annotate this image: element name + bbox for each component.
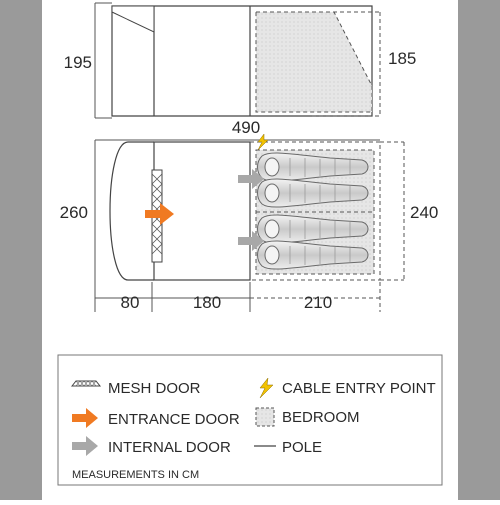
legend-footnote: MEASUREMENTS IN CM — [72, 469, 200, 481]
legend-entrance-door: ENTRANCE DOOR — [108, 411, 240, 428]
floorplan-svg — [42, 0, 458, 500]
legend-internal-door: INTERNAL DOOR — [108, 439, 231, 456]
floor-plan — [60, 134, 439, 312]
label-living-depth: 180 — [192, 293, 222, 312]
legend-pole: POLE — [282, 439, 323, 456]
legend-cable-entry: CABLE ENTRY POINT — [282, 380, 436, 397]
dim-line-left-height — [95, 3, 112, 118]
left-margin-bar — [0, 0, 42, 500]
label-bedroom-width: 240 — [410, 203, 439, 222]
dim-line-bedroom-width — [380, 142, 404, 280]
legend-bedroom: BEDROOM — [282, 409, 360, 426]
legend-mesh-door: MESH DOOR — [108, 380, 201, 397]
label-floor-width: 260 — [59, 203, 88, 222]
label-bedroom-depth: 210 — [303, 293, 333, 312]
label-side-height: 195 — [63, 53, 92, 72]
tent-floorplan — [42, 0, 458, 500]
label-total-length: 490 — [231, 118, 261, 137]
bedroom-swatch-icon — [256, 408, 274, 426]
label-porch-depth: 80 — [120, 293, 140, 312]
mesh-door-icon — [72, 381, 100, 386]
right-margin-bar — [458, 0, 500, 500]
legend — [58, 355, 442, 485]
side-elevation — [64, 3, 417, 118]
elevation-bedroom — [256, 12, 372, 112]
label-bedroom-height: 185 — [388, 49, 417, 68]
